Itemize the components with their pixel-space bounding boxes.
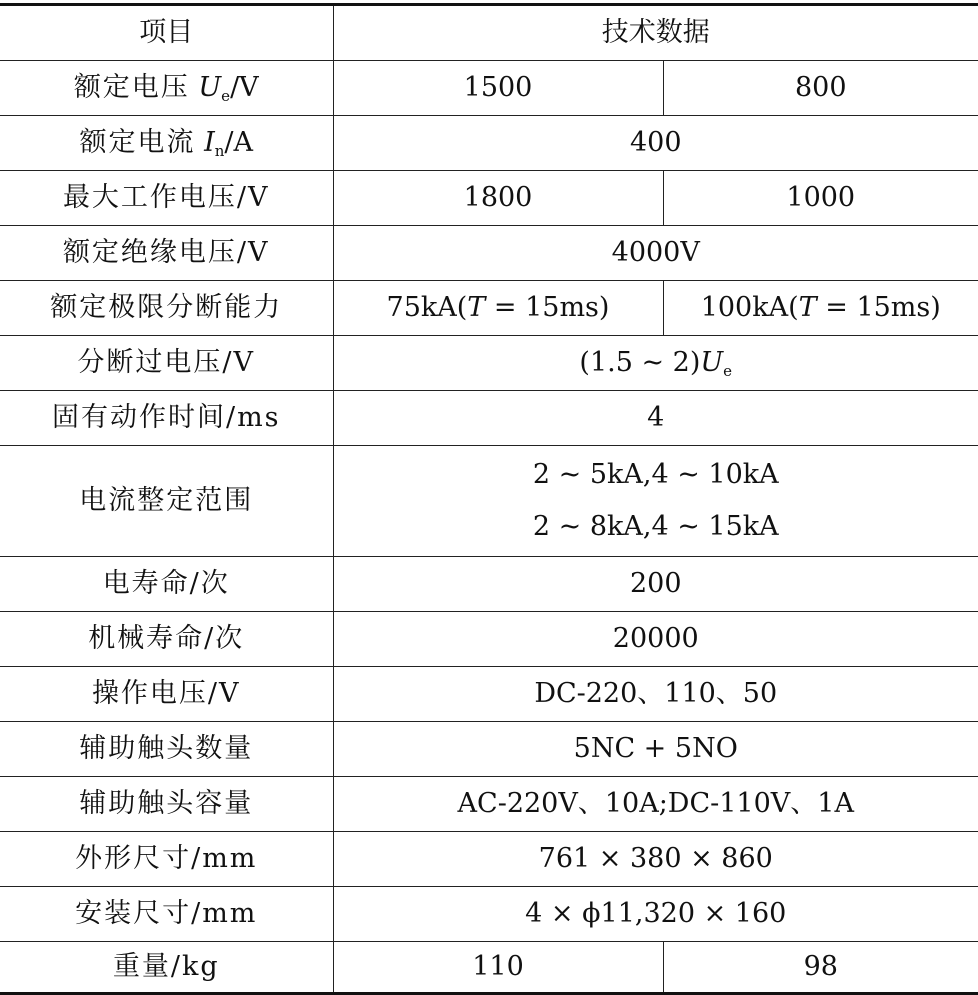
row-value: 4 bbox=[333, 391, 978, 446]
symbol: U bbox=[700, 347, 723, 378]
row-value-2: 98 bbox=[663, 942, 978, 994]
row-value-1: 1800 bbox=[333, 171, 663, 226]
label-text: 额定极限分断能力 bbox=[50, 292, 282, 323]
row-label bbox=[0, 116, 333, 171]
row-value: 4 × ϕ11,320 × 160 bbox=[333, 887, 978, 942]
table-row bbox=[0, 942, 978, 994]
row-label bbox=[0, 777, 333, 832]
row-label bbox=[0, 667, 333, 722]
row-value-1 bbox=[333, 281, 663, 336]
label-text: 辅助触头容量 bbox=[79, 788, 253, 819]
row-value: 400 bbox=[333, 116, 978, 171]
row-label bbox=[0, 942, 333, 994]
row-label bbox=[0, 226, 333, 281]
table-row bbox=[0, 336, 978, 391]
spec-table bbox=[0, 3, 978, 995]
value-line: 2 ~ 5kA,4 ~ 10kA bbox=[334, 449, 978, 501]
unit: /V bbox=[230, 72, 259, 103]
value-suffix: = 15ms) bbox=[817, 292, 941, 323]
table-row bbox=[0, 722, 978, 777]
row-value: DC-220、110、50 bbox=[333, 667, 978, 722]
table-row bbox=[0, 446, 978, 557]
row-value-1: 1500 bbox=[333, 61, 663, 116]
symbol: I bbox=[204, 127, 215, 158]
table-row bbox=[0, 612, 978, 667]
row-label bbox=[0, 336, 333, 391]
row-label bbox=[0, 832, 333, 887]
table-row bbox=[0, 171, 978, 226]
label-text: 额定绝缘电压/V bbox=[63, 237, 270, 268]
label-text: 电寿命/次 bbox=[103, 568, 230, 599]
label-text: 操作电压/V bbox=[92, 678, 241, 709]
row-label bbox=[0, 391, 333, 446]
row-value: AC-220V、10A;DC-110V、1A bbox=[333, 777, 978, 832]
row-label bbox=[0, 557, 333, 612]
label-text: 辅助触头数量 bbox=[79, 733, 253, 764]
label-text: 机械寿命/次 bbox=[88, 623, 244, 654]
subscript: n bbox=[215, 142, 225, 160]
table-row bbox=[0, 777, 978, 832]
table-row bbox=[0, 832, 978, 887]
row-value: 20000 bbox=[333, 612, 978, 667]
subscript: e bbox=[221, 87, 230, 105]
symbol: T bbox=[467, 292, 485, 323]
header-item: 项目 bbox=[0, 5, 333, 61]
row-label bbox=[0, 171, 333, 226]
label-text: 安装尺寸/mm bbox=[75, 898, 257, 929]
row-value-1: 110 bbox=[333, 942, 663, 994]
label-text: 固有动作时间/ms bbox=[52, 402, 281, 433]
row-value-2: 1000 bbox=[663, 171, 978, 226]
row-value: 5NC + 5NO bbox=[333, 722, 978, 777]
unit: /A bbox=[224, 127, 253, 158]
label-text: 外形尺寸/mm bbox=[75, 843, 257, 874]
value-prefix: 100kA( bbox=[701, 292, 799, 323]
row-value-2: 800 bbox=[663, 61, 978, 116]
row-value-2 bbox=[663, 281, 978, 336]
symbol: T bbox=[799, 292, 817, 323]
row-label bbox=[0, 446, 333, 557]
row-label bbox=[0, 281, 333, 336]
label-text: 分断过电压/V bbox=[77, 347, 255, 378]
row-label bbox=[0, 722, 333, 777]
value-line: 2 ~ 8kA,4 ~ 15kA bbox=[334, 501, 978, 553]
table-header-row bbox=[0, 5, 978, 61]
row-value: 200 bbox=[333, 557, 978, 612]
table-row bbox=[0, 226, 978, 281]
label-text: 额定电压 bbox=[74, 72, 190, 103]
table-row bbox=[0, 667, 978, 722]
label-text: 最大工作电压/V bbox=[63, 182, 270, 213]
row-label bbox=[0, 612, 333, 667]
header-data: 技术数据 bbox=[333, 5, 978, 61]
table-row bbox=[0, 61, 978, 116]
row-label bbox=[0, 61, 333, 116]
table-row bbox=[0, 116, 978, 171]
row-value bbox=[333, 336, 978, 391]
symbol: U bbox=[198, 72, 221, 103]
table-row bbox=[0, 281, 978, 336]
label-text: 额定电流 bbox=[79, 127, 195, 158]
table-row bbox=[0, 887, 978, 942]
label-text: 重量/kg bbox=[113, 951, 220, 982]
row-value bbox=[333, 446, 978, 557]
value-suffix: = 15ms) bbox=[485, 292, 609, 323]
subscript: e bbox=[723, 362, 732, 380]
value-prefix: (1.5 ~ 2) bbox=[579, 347, 700, 378]
label-text: 电流整定范围 bbox=[79, 485, 253, 516]
table-row bbox=[0, 557, 978, 612]
row-label bbox=[0, 887, 333, 942]
row-value: 4000V bbox=[333, 226, 978, 281]
table-row bbox=[0, 391, 978, 446]
row-value: 761 × 380 × 860 bbox=[333, 832, 978, 887]
value-prefix: 75kA( bbox=[387, 292, 468, 323]
